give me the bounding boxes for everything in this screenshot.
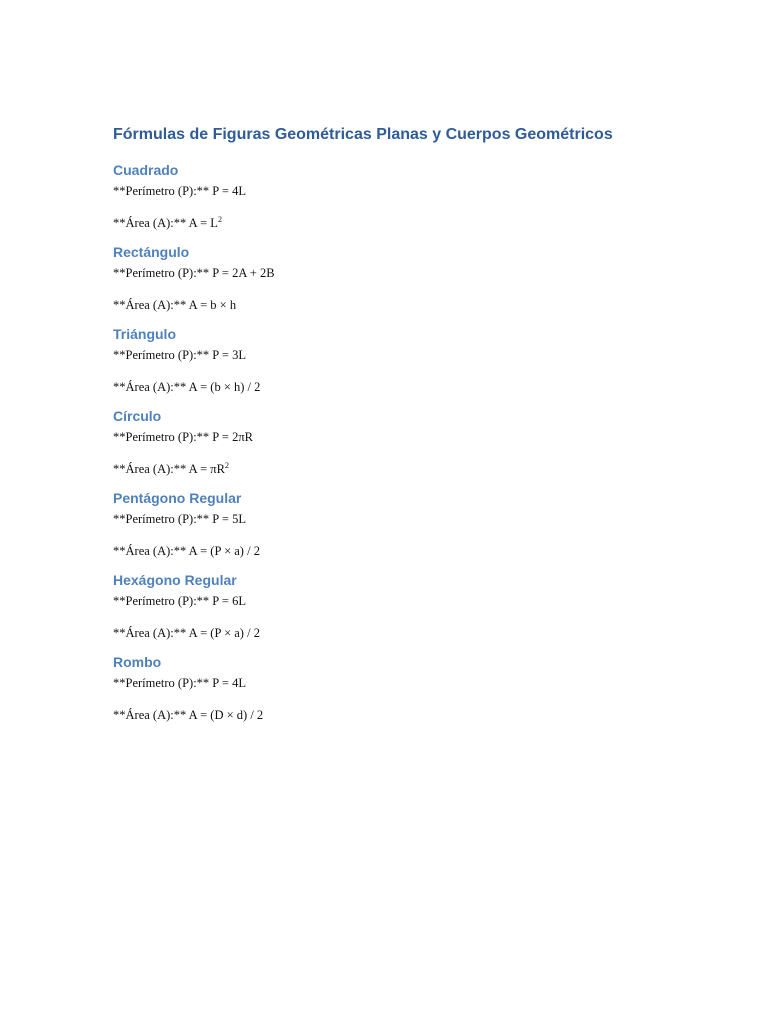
area-formula-exponent: 2 <box>217 214 222 224</box>
section-heading: Triángulo <box>113 326 176 342</box>
area-formula <box>113 297 673 313</box>
area-formula-text: **Área (A):** A = (b × h) / 2 <box>113 380 261 394</box>
area-formula-exponent: 2 <box>224 460 229 470</box>
area-formula <box>113 543 673 559</box>
area-formula-text: **Área (A):** A = (D × d) / 2 <box>113 708 264 722</box>
perimeter-formula: **Perímetro (P):** P = 2πR <box>113 430 253 444</box>
area-formula <box>113 707 673 723</box>
section-cuadrado <box>113 161 673 231</box>
perimeter-formula: **Perímetro (P):** P = 5L <box>113 512 246 526</box>
section-heading: Rectángulo <box>113 244 190 260</box>
document-body <box>113 124 673 735</box>
section-circulo <box>113 407 673 477</box>
area-formula-text: **Área (A):** A = (P × a) / 2 <box>113 626 260 640</box>
section-triangulo <box>113 325 673 395</box>
perimeter-formula: **Perímetro (P):** P = 4L <box>113 184 246 198</box>
section-heading: Pentágono Regular <box>113 490 242 506</box>
area-formula <box>113 215 673 231</box>
area-formula-text: **Área (A):** A = (P × a) / 2 <box>113 544 260 558</box>
section-rombo <box>113 653 673 723</box>
area-formula <box>113 461 673 477</box>
perimeter-formula: **Perímetro (P):** P = 6L <box>113 594 246 608</box>
section-pentagono-regular <box>113 489 673 559</box>
area-formula-text: **Área (A):** A = b × h <box>113 298 237 312</box>
section-heading: Cuadrado <box>113 162 179 178</box>
section-rectangulo <box>113 243 673 313</box>
section-hexagono-regular <box>113 571 673 641</box>
section-heading: Rombo <box>113 654 162 670</box>
area-formula-text: **Área (A):** A = L <box>113 216 218 230</box>
area-formula-text: **Área (A):** A = πR <box>113 462 225 476</box>
perimeter-formula: **Perímetro (P):** P = 4L <box>113 676 246 690</box>
perimeter-formula: **Perímetro (P):** P = 2A + 2B <box>113 266 275 280</box>
section-heading: Círculo <box>113 408 162 424</box>
perimeter-formula: **Perímetro (P):** P = 3L <box>113 348 246 362</box>
area-formula <box>113 625 673 641</box>
document-title: Fórmulas de Figuras Geométricas Planas y Cuerpos Geométricos <box>113 126 613 143</box>
area-formula <box>113 379 673 395</box>
section-heading: Hexágono Regular <box>113 572 237 588</box>
